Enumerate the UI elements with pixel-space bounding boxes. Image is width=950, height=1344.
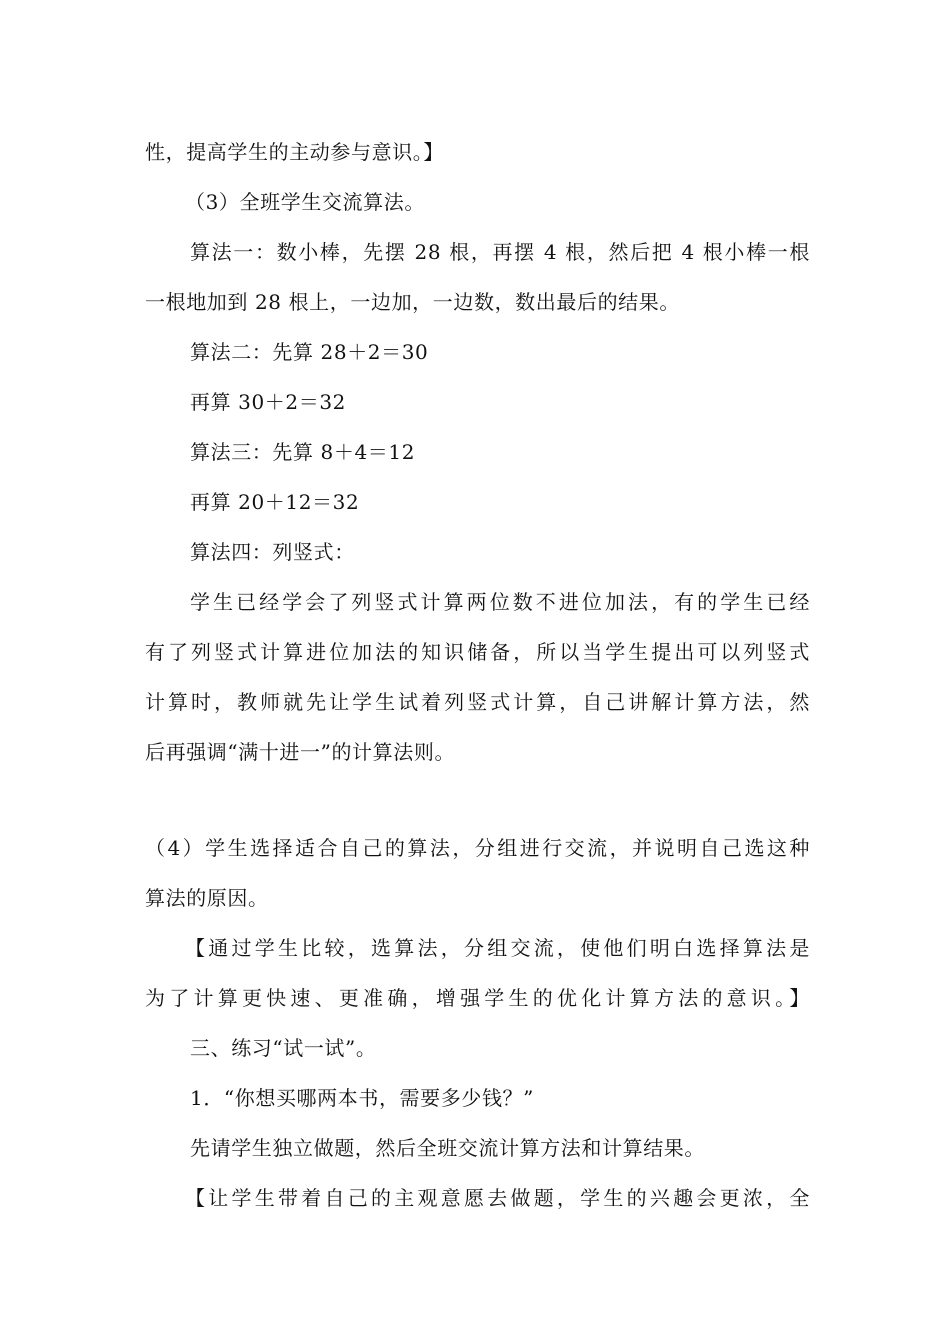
text-line-13: 后再强调“满十进一”的计算法则。 <box>145 740 456 764</box>
text-line-12: 计算时，教师就先让学生试着列竖式计算，自己讲解计算方法，然 <box>145 690 810 714</box>
text-line-21: 【让学生带着自己的主观意愿去做题，学生的兴趣会更浓，全 <box>185 1186 810 1210</box>
text-line-20: 先请学生独立做题，然后全班交流计算方法和计算结果。 <box>190 1136 705 1160</box>
text-line-6: 再算 30＋2＝32 <box>190 390 346 414</box>
text-line-3: 算法一：数小棒，先摆 28 根，再摆 4 根，然后把 4 根小棒一根 <box>190 240 810 264</box>
text-line-1: 性，提高学生的主动参与意识。】 <box>145 140 444 164</box>
text-line-7: 算法三：先算 8＋4＝12 <box>190 440 416 464</box>
text-line-5: 算法二：先算 28＋2＝30 <box>190 340 429 364</box>
text-line-17: 为了计算更快速、更准确，增强学生的优化计算方法的意识。】 <box>145 986 810 1010</box>
text-line-16: 【通过学生比较，选算法，分组交流，使他们明白选择算法是 <box>185 936 810 960</box>
text-line-9: 算法四：列竖式： <box>190 540 355 564</box>
text-line-2: （3）全班学生交流算法。 <box>185 190 425 214</box>
text-line-11: 有了列竖式计算进位加法的知识储备，所以当学生提出可以列竖式 <box>145 640 810 664</box>
text-line-18: 三、练习“试一试”。 <box>190 1036 377 1060</box>
text-line-15: 算法的原因。 <box>145 886 269 910</box>
text-line-19: 1．“你想买哪两本书，需要多少钱？” <box>190 1086 534 1110</box>
text-line-14: （4）学生选择适合自己的算法，分组进行交流，并说明自己选这种 <box>145 836 810 860</box>
text-line-10: 学生已经学会了列竖式计算两位数不进位加法，有的学生已经 <box>190 590 810 614</box>
text-line-4: 一根地加到 28 根上，一边加，一边数，数出最后的结果。 <box>145 290 680 314</box>
text-line-8: 再算 20＋12＝32 <box>190 490 360 514</box>
